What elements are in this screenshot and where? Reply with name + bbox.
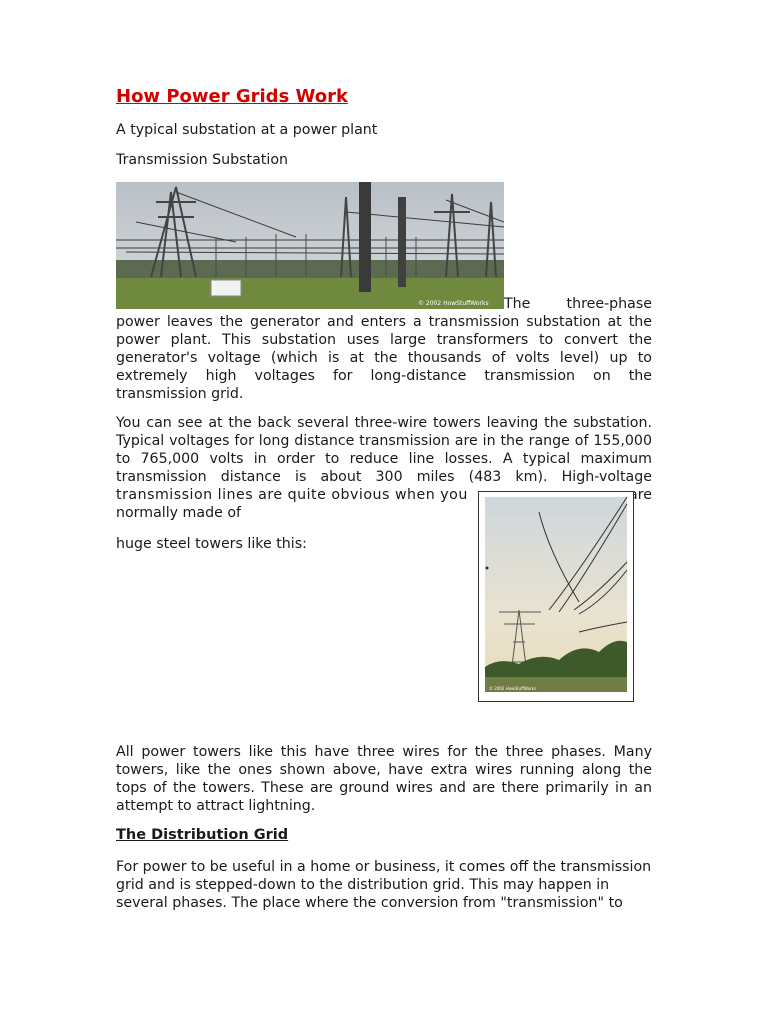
- paragraph-transmission-substation: Transmission Substation: [116, 152, 288, 168]
- paragraph-steel-towers: huge steel towers like this:: [116, 536, 307, 552]
- towers-line: transmission distance is about 300 miles (483 km). High-voltage: [116, 469, 652, 485]
- page-title: How Power Grids Work: [116, 86, 348, 107]
- paragraph-substation-caption: A typical substation at a power plant: [116, 122, 378, 138]
- tower-photo: [478, 491, 634, 702]
- towers-line-tail: are: [629, 487, 652, 503]
- towers-line: You can see at the back several three-wire towers leaving the substation.: [116, 415, 652, 431]
- paragraph-three-phase-rest: power leaves the generator and enters a transmission substation at the power plant. This substation uses large transformers to convert the generator's voltage (which is at the thousands of volts level) up to extremely high voltages for long-distance transmission on the transmission grid.: [116, 314, 652, 402]
- towers-line-partial: transmission lines are quite obvious when you: [116, 487, 468, 503]
- section-heading-distribution-grid: The Distribution Grid: [116, 827, 289, 843]
- substation-photo: [116, 182, 504, 309]
- paragraph-ground-wires: All power towers like this have three wires for the three phases. Many towers, like the ones shown above, have extra wires running along the tops of the towers. These are ground wires and are there primarily in an attempt to attract lightning.: [116, 744, 652, 814]
- paragraph-three-phase-lead: The three-phase: [504, 296, 652, 312]
- distribution-line: grid and is stepped-down to the distribution grid. This may happen in: [116, 877, 610, 893]
- towers-line: normally made of: [116, 505, 241, 521]
- towers-line: to 765,000 volts in order to reduce line losses. A typical maximum: [116, 451, 652, 467]
- towers-line: Typical voltages for long distance transmission are in the range of 155,000: [116, 433, 652, 449]
- photo-credit: © 2002 HowStuffWorks: [489, 686, 537, 691]
- distribution-line: For power to be useful in a home or business, it comes off the transmission: [116, 859, 652, 875]
- paragraph-three-phase: [116, 295, 652, 403]
- distribution-line: several phases. The place where the conversion from "transmission" to: [116, 895, 623, 911]
- paragraph-distribution: [116, 858, 652, 912]
- photo-credit: © 2002 HowStuffWorks: [418, 300, 489, 307]
